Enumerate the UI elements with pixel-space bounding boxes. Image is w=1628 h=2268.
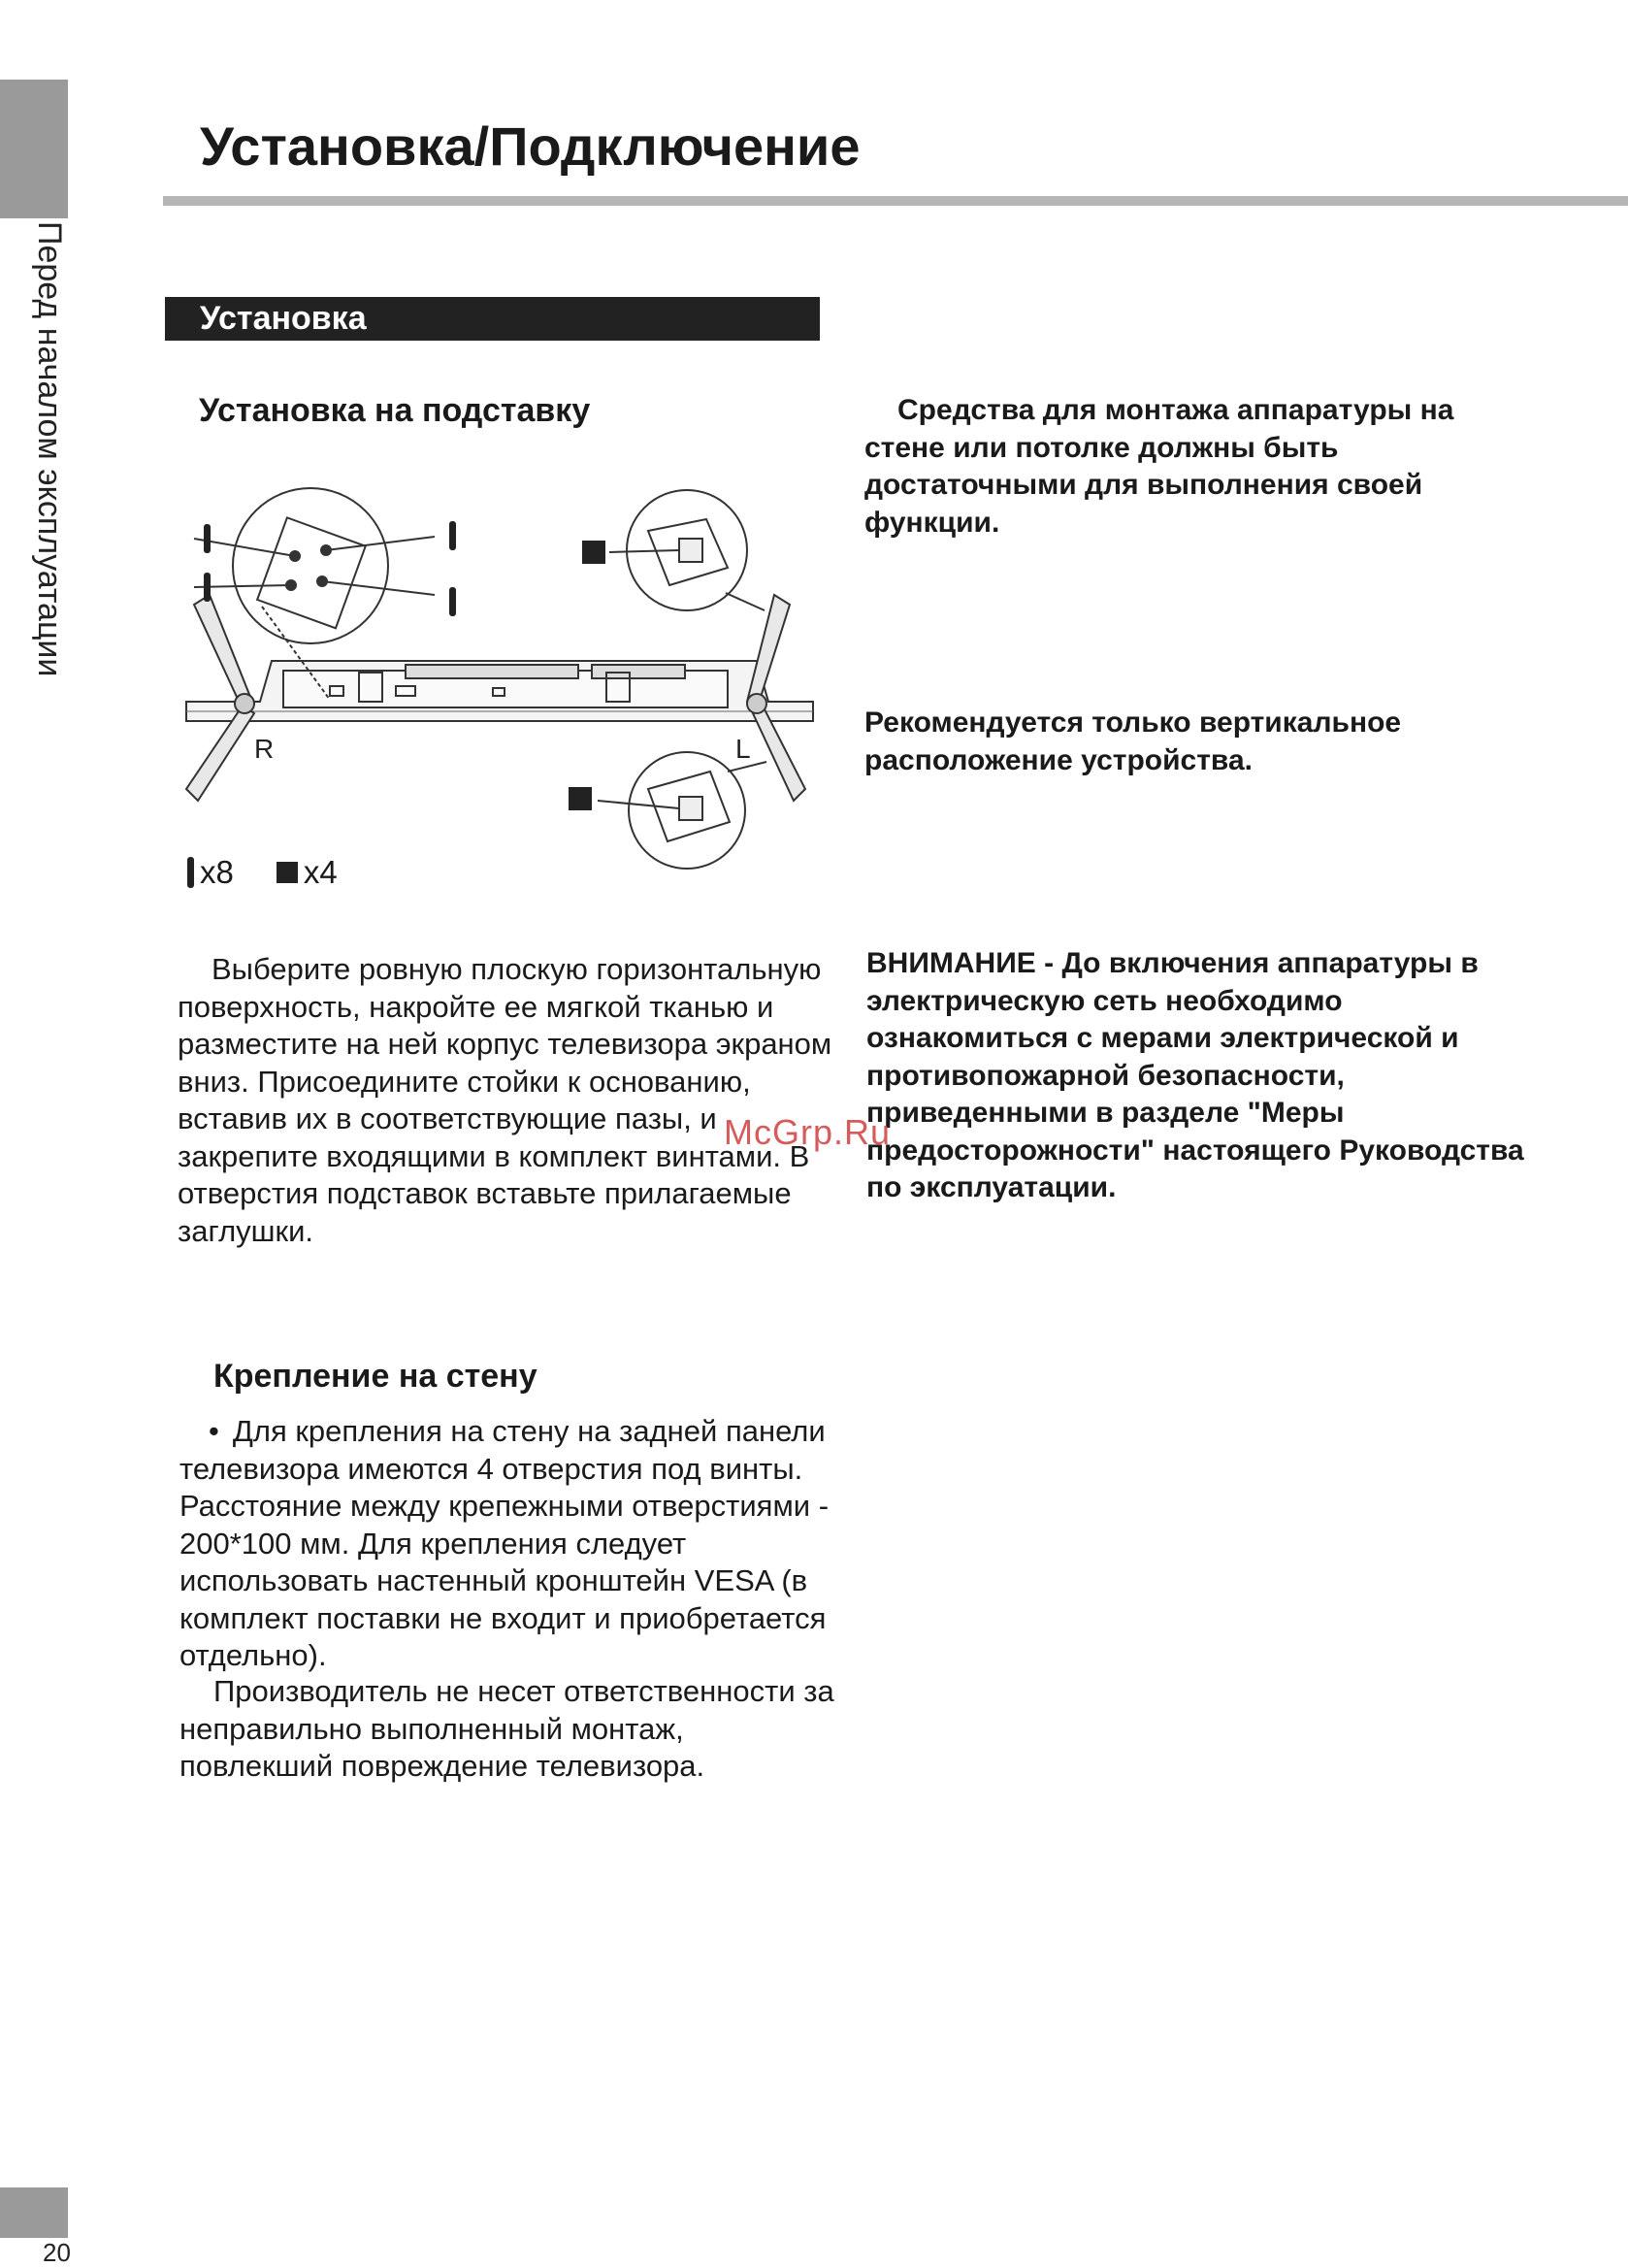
page-number: 20	[43, 2238, 71, 2267]
page-title: Установка/Подключение	[200, 115, 861, 177]
plug-icon	[582, 541, 605, 564]
liability-note	[179, 1673, 839, 1786]
parts-legend	[187, 854, 338, 891]
safety-warning: ВНИМАНИЕ - До включения аппаратуры в электрическую сеть необходимо ознакомиться с мерами электрической и противопожарной безопасности, приведенными в разделе "Меры предосторожности" настоящего Руководства по эксплуатации.	[866, 947, 1524, 1203]
mounting-means-note: Средства для монтажа аппаратуры на стене или потолке должны быть достаточными для выполнения своей функции.	[864, 394, 1454, 539]
plug-icon	[277, 862, 298, 883]
watermark: McGrp.Ru	[724, 1112, 892, 1152]
wall-mount-paragraph-2: Производитель не несет ответственности за неправильно выполненный монтаж, повлекший повреждение телевизора.	[179, 1674, 834, 1783]
sidebar-section-label: Перед началом эксплуатации	[31, 221, 68, 677]
plug-detail-callout-top	[609, 490, 765, 610]
screw-count: x8	[200, 854, 234, 890]
stand-mount-instructions: Выберите ровную плоскую горизонтальную поверхность, накройте ее мягкой тканью и разместите на ней корпус телевизора экраном вниз. Присоедините стойки к основанию, вставив их в соответствующие пазы, и закрепите входящими в комплект винтами. В отверстия подставок вставьте прилагаемые заглушки.	[178, 952, 832, 1248]
stand-label-right: R	[254, 734, 275, 764]
stand-label-left: L	[735, 734, 751, 764]
wall-mount-paragraph-1: Для крепления на стену на задней панели телевизора имеются 4 отверстия под винты. Расстояние между крепежными отверстиями - 200*100 мм. Для крепления следует использовать настенный кронштейн VESA (в комплект поставки не входит и приобретается отдельно).	[179, 1414, 830, 1672]
plug-count: x4	[303, 854, 338, 890]
section-header: Установка	[165, 297, 820, 341]
bullet-point: •	[209, 1414, 219, 1448]
wall-mount-heading: Крепление на стену	[213, 1358, 537, 1395]
plug-icon	[569, 787, 592, 810]
screw-icon	[187, 857, 194, 888]
plug-detail-callout-bottom	[598, 752, 766, 869]
stand-installation-diagram	[175, 480, 825, 886]
vertical-orientation-note: Рекомендуется только вертикальное расположение устройства.	[864, 707, 1402, 776]
stand-leg-left	[747, 595, 805, 801]
page-number-tab	[0, 2187, 68, 2238]
stand-mount-heading: Установка на подставку	[199, 392, 591, 429]
title-divider	[163, 196, 1628, 206]
stand-leg-right	[186, 595, 254, 801]
side-tab-marker	[0, 80, 68, 218]
wall-mount-instructions	[179, 1413, 839, 1675]
